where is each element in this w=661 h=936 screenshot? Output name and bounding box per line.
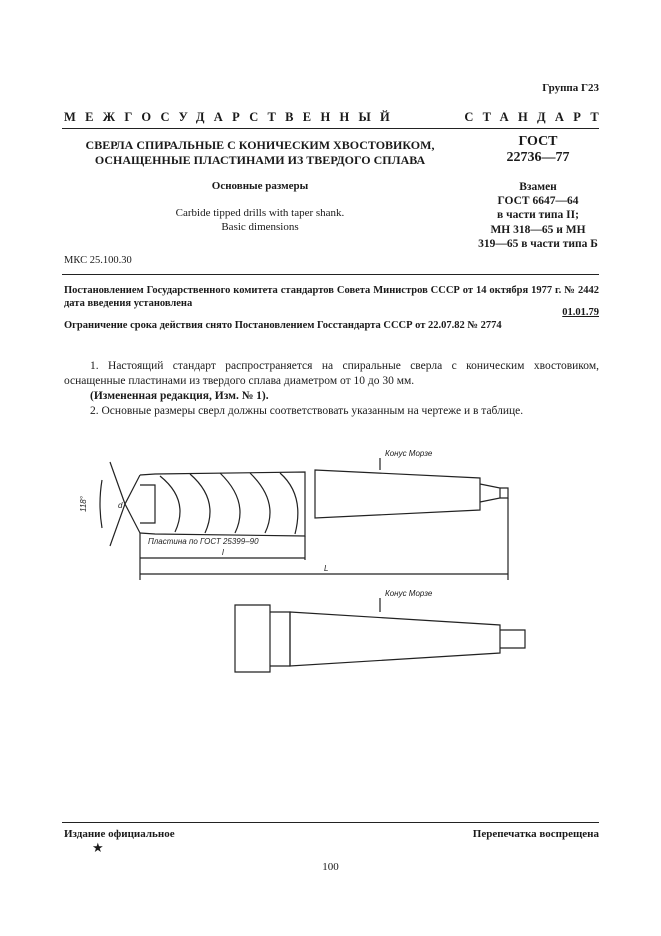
- title-line-2: ОСНАЩЕННЫЕ ПЛАСТИНАМИ ИЗ ТВЕРДОГО СПЛАВА: [94, 153, 426, 167]
- interstate-label: МЕЖГОСУДАРСТВЕННЫЙ: [64, 110, 400, 124]
- group-code: Группа Г23: [542, 82, 599, 94]
- footer-rule: [62, 822, 599, 823]
- decree-rule: [62, 274, 599, 275]
- replaces-block: [470, 180, 606, 251]
- angle-line-2: [110, 504, 125, 546]
- gost-code: 22736—77: [506, 150, 570, 165]
- header-rule: [62, 128, 599, 129]
- drill-flute-4: [250, 473, 270, 533]
- drill-flute-1: [160, 476, 180, 532]
- cone-label-2: Конус Морзе: [385, 589, 433, 598]
- limit-text: Ограничение срока действия снято Постановлением Госстандарта СССР от 22.07.82 № 2774: [64, 320, 502, 331]
- drill-tip: [125, 475, 140, 533]
- tang-2: [500, 630, 525, 648]
- length-l-label: l: [222, 548, 224, 557]
- angle-line-1: [110, 462, 125, 504]
- english-title-line-2: Basic dimensions: [221, 221, 299, 233]
- english-title-line-1: Carbide tipped drills with taper shank.: [175, 207, 345, 219]
- taper-shank: [315, 470, 480, 518]
- diameter-label: d: [118, 501, 123, 510]
- gost-label: ГОСТ: [518, 134, 558, 149]
- drill-flute-2: [190, 474, 210, 533]
- collar-1: [235, 605, 270, 672]
- subtitle: Основные размеры: [211, 180, 309, 192]
- star-icon: ★: [92, 840, 104, 855]
- paragraph-1-edit: (Измененная редакция, Изм. № 1).: [90, 390, 269, 402]
- shank-tang: [480, 484, 500, 502]
- length-L-label: L: [324, 564, 329, 573]
- replaces-line-3: в части типа II;: [497, 209, 579, 222]
- interstate-standard-banner: [64, 110, 608, 125]
- replaces-line-1: Взамен: [519, 181, 557, 193]
- drill-body-outline: [140, 472, 305, 536]
- replaces-line-2: ГОСТ 6647—64: [497, 195, 579, 208]
- reprint-prohibited: Перепечатка воспрещена: [472, 828, 599, 840]
- collar-2: [270, 612, 290, 666]
- title-line-1: СВЕРЛА СПИРАЛЬНЫЕ С КОНИЧЕСКИМ ХВОСТОВИКОМ,: [85, 138, 435, 152]
- tang-end: [500, 488, 508, 498]
- page-number: 100: [322, 861, 339, 873]
- gost-number: [478, 134, 598, 166]
- cone-label-1: Конус Морзе: [385, 449, 433, 458]
- carbide-plate: [140, 485, 155, 523]
- drill-drawing: [80, 440, 560, 680]
- paragraph-1: 1. Настоящий стандарт распространяется на спиральные сверла с коническим хвостовиком, оснащенные пластинами из твердого сплава диаметром от 10 до 30 мм.: [64, 360, 599, 387]
- replaces-line-5: 319—65 в части типа Б: [478, 237, 598, 250]
- standard-label: СТАНДАРТ: [464, 110, 608, 124]
- effective-date: 01.01.79: [562, 307, 599, 318]
- decree-text: Постановлением Государственного комитета стандартов Совета Министров СССР от 14 октября 1977 г. № 2442 дата введения установлена: [64, 285, 599, 309]
- replaces-line-4: МН 318—65 и МН: [490, 223, 586, 236]
- mks-code: МКС 25.100.30: [64, 255, 132, 266]
- drill-flute-5: [280, 473, 298, 534]
- drill-flute-3: [220, 473, 240, 533]
- plate-label: Пластина по ГОСТ 25399–90: [148, 537, 259, 546]
- official-edition: Издание официальное: [64, 828, 175, 840]
- taper-shank-2: [290, 612, 500, 666]
- paragraph-2: 2. Основные размеры сверл должны соответствовать указанным на чертеже и в таблице.: [90, 405, 524, 417]
- angle-label: 118°: [79, 496, 88, 512]
- angle-arc: [100, 480, 102, 528]
- english-title: [140, 206, 380, 234]
- document-title: [70, 138, 450, 168]
